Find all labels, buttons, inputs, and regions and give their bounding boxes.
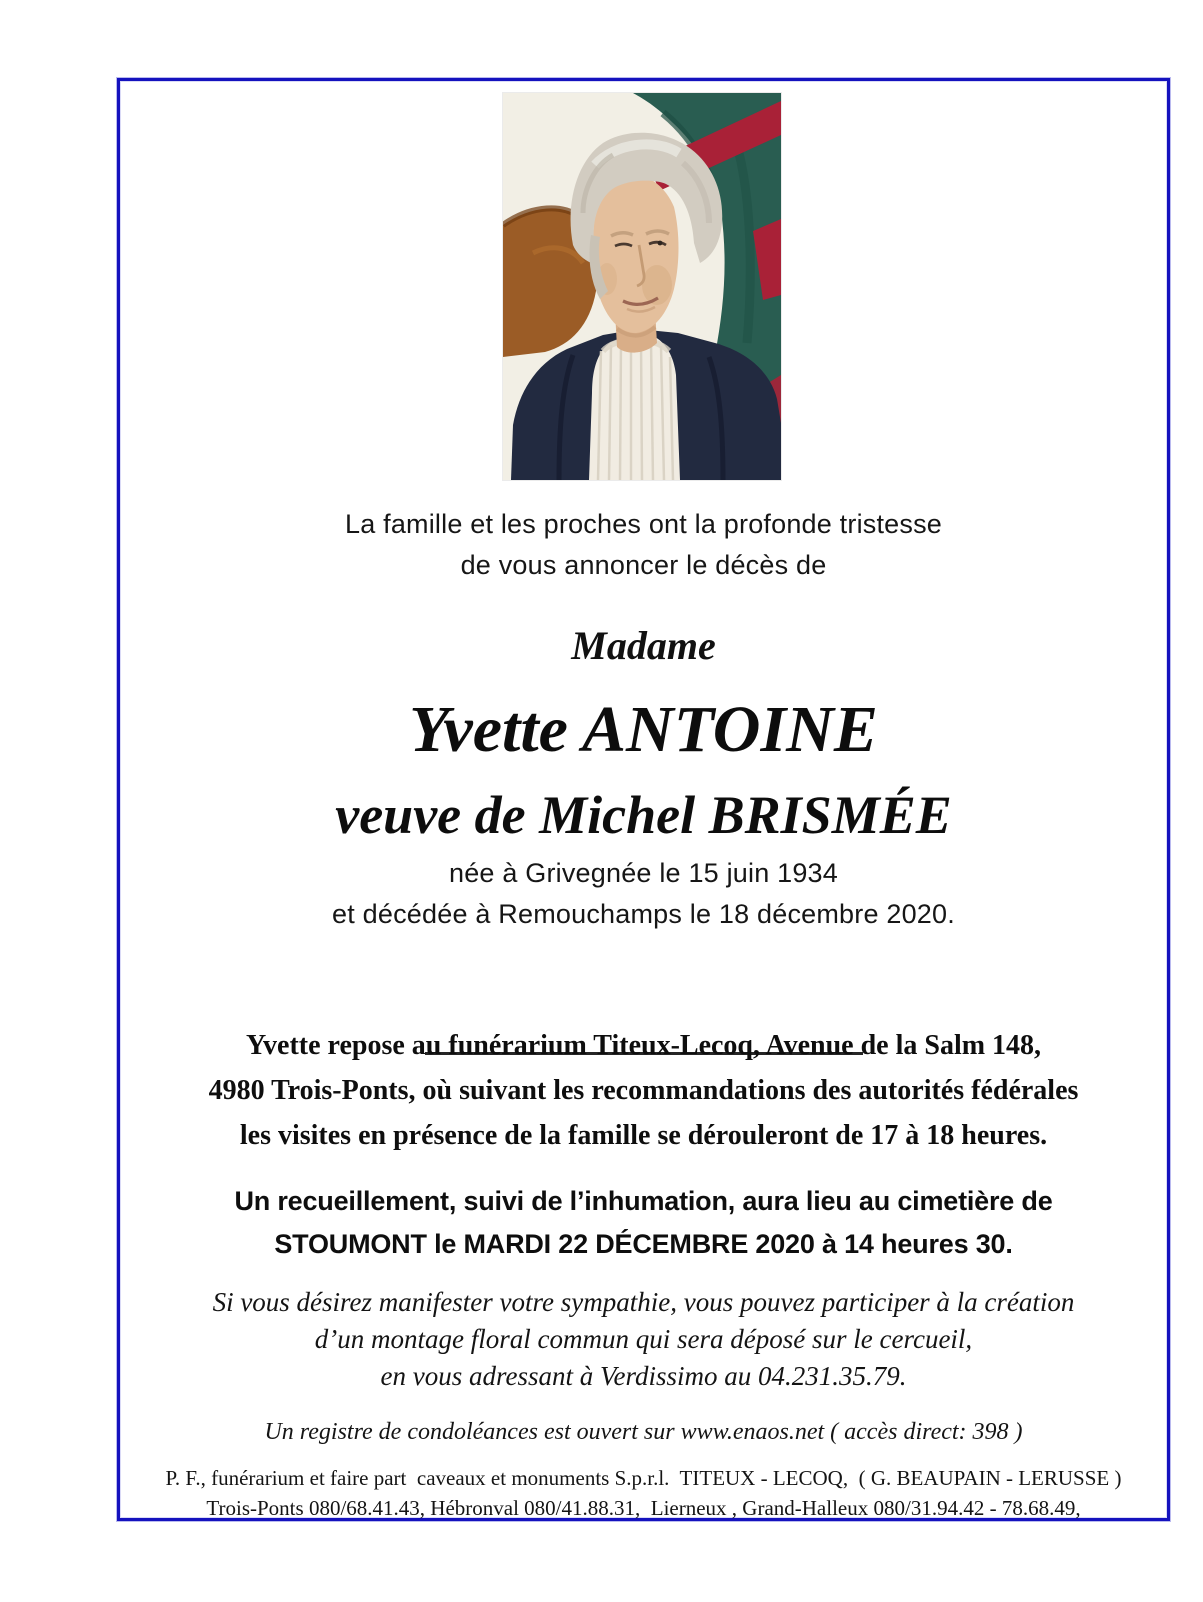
birth-line: née à Grivegnée le 15 juin 1934 <box>449 858 838 888</box>
funeral-home-line: Trois-Ponts 080/68.41.43, Hébronval 080/41.88.31, Lierneux , Grand-Halleux 080/31.94.42 - 78.68.49, <box>206 1496 1081 1520</box>
condolences-register-line: Un registre de condoléances est ouvert sur www.enaos.net ( accès direct: 398 ) <box>264 1419 1023 1445</box>
intro-line: La famille et les proches ont la profonde tristesse <box>344 509 942 539</box>
sympathy-line: d’un montage floral commun qui sera déposé sur le cercueil, <box>314 1324 973 1354</box>
deceased-name: Yvette ANTOINE <box>409 693 878 766</box>
ceremony-line: STOUMONT le MARDI 22 DÉCEMBRE 2020 à 14 heures 30. <box>274 1229 1013 1259</box>
announcement-card-border <box>117 78 1170 1521</box>
visitation-line: les visites en présence de la famille se dérouleront de 17 à 18 heures. <box>239 1120 1048 1151</box>
intro-line: de vous annoncer le décès de <box>460 550 827 580</box>
sympathy-paragraph <box>120 1284 1167 1395</box>
ceremony-paragraph <box>120 1180 1167 1266</box>
funeral-home-footer <box>120 1463 1167 1523</box>
sympathy-line: en vous adressant à Verdissimo au 04.231.35.79. <box>380 1361 907 1391</box>
funeral-home-line: P. F., funérarium et faire part caveaux et monuments S.p.r.l. TITEUX - LECOQ, ( G. BEAUPAIN - LERUSSE ) <box>165 1466 1122 1490</box>
deceased-title: Madame <box>571 623 716 668</box>
sympathy-line: Si vous désirez manifester votre sympathie, vous pouvez participer à la création <box>212 1287 1075 1317</box>
visitation-line: Yvette repose au funérarium Titeux-Lecoq, Avenue de la Salm 148, <box>245 1030 1042 1061</box>
ceremony-line: Un recueillement, suivi de l’inhumation, aura lieu au cimetière de <box>234 1186 1053 1216</box>
birth-death-paragraph <box>120 853 1167 935</box>
visitation-paragraph <box>120 1023 1167 1158</box>
portrait-photo-illustration <box>503 93 781 480</box>
widow-line: veuve de Michel BRISMÉE <box>335 785 952 845</box>
portrait-photo <box>503 93 781 480</box>
death-line: et décédée à Remouchamps le 18 décembre 2020. <box>332 899 955 929</box>
visitation-line: 4980 Trois-Ponts, où suivant les recommandations des autorités fédérales <box>208 1075 1079 1106</box>
intro-paragraph <box>120 504 1167 586</box>
